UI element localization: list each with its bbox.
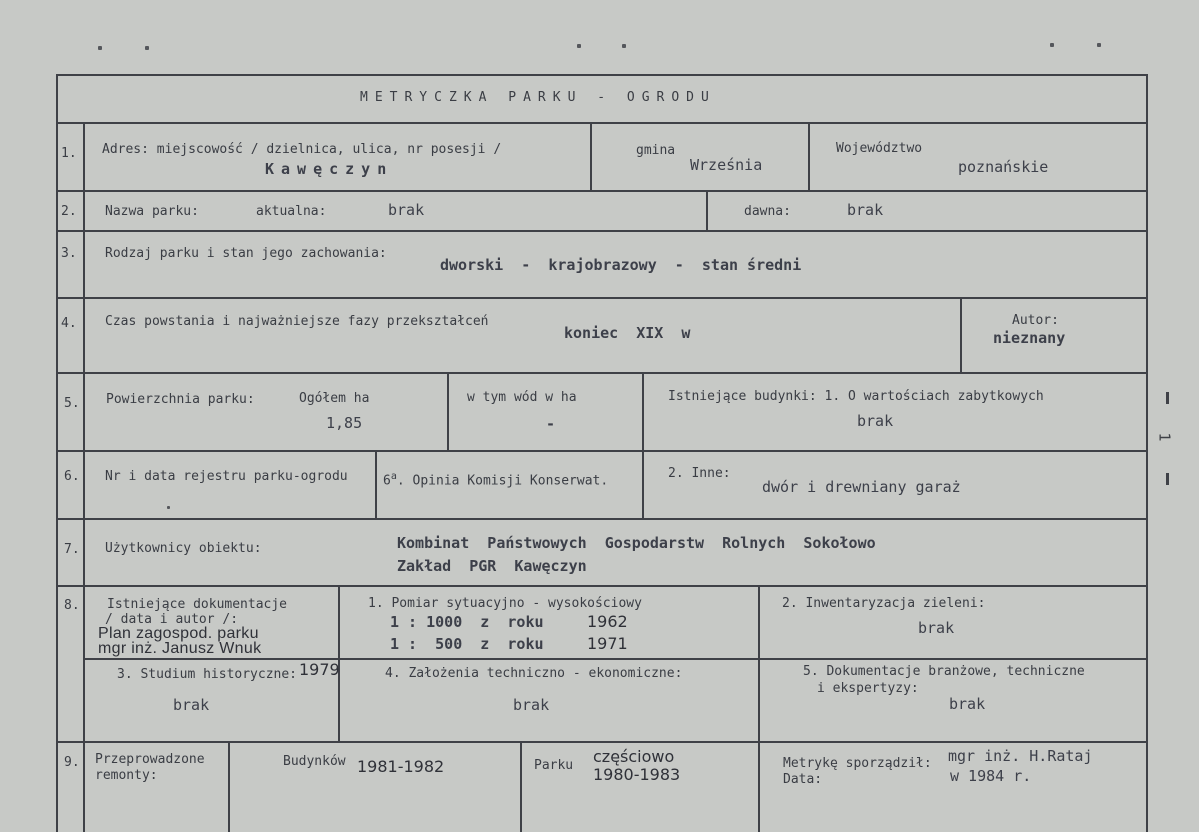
park-repair-label: Parku (534, 758, 574, 773)
survey-scale-2: 1 : 500 z roku (390, 635, 544, 653)
form-title: METRYCZKA PARKU - OGRODU (360, 90, 716, 105)
buildings-repair-label: Budynków (283, 754, 346, 769)
number-column-border (83, 122, 85, 832)
survey-year-1: 1962 (587, 612, 628, 631)
users-line-2: Zakład PGR Kawęczyn (397, 557, 587, 575)
park-repair-value-1: częściowo (593, 747, 675, 766)
cell-divider (758, 741, 760, 832)
technical-assumptions-value: brak (513, 696, 550, 714)
row-number: 6. (64, 469, 80, 484)
row-separator (56, 585, 1148, 587)
row-number: 2. (61, 204, 77, 219)
voivodeship-value: poznańskie (958, 158, 1049, 176)
other-buildings-value: dwór i drewniany garaż (762, 478, 961, 496)
historic-buildings-label: Istniejące budynki: 1. O wartościach zabytkowych (668, 389, 1044, 404)
historical-study-year: 1979 (299, 660, 340, 679)
buildings-repair-value: 1981-1982 (357, 757, 445, 776)
water-area-value: - (546, 415, 556, 433)
row-separator (56, 297, 1148, 299)
park-name-label: Nazwa parku: (105, 204, 199, 219)
water-area-label: w tym wód w ha (467, 390, 577, 405)
survey-label: 1. Pomiar sytuacyjno - wysokościowy (368, 596, 642, 611)
cell-divider (520, 741, 522, 832)
park-repair-value-2: 1980-1983 (593, 765, 681, 784)
creation-time-value: koniec XIX w (564, 324, 691, 342)
row-separator (56, 741, 1148, 743)
row-separator (83, 658, 1148, 660)
park-type-value: dworski - krajobrazowy - stan średni (440, 256, 802, 274)
register-label: Nr i data rejestru parku-ogrodu (105, 469, 348, 484)
author-label: Autor: (1012, 313, 1059, 328)
gmina-label: gmina (636, 143, 676, 158)
repairs-label-2: remonty: (95, 768, 158, 783)
cell-divider (447, 372, 449, 450)
survey-scale-1: 1 : 1000 z roku (390, 613, 544, 631)
row-separator (56, 190, 1148, 192)
other-buildings-label: 2. Inne: (668, 466, 731, 481)
historical-study-label: 3. Studium historyczne: (117, 667, 298, 682)
opinion-text: . Opinia Komisji Konserwat. (396, 473, 609, 489)
row-number: 9. (64, 755, 80, 770)
former-name-label: dawna: (744, 204, 791, 219)
margin-tick (1166, 473, 1169, 485)
row-number: 1. (61, 146, 77, 161)
users-label: Użytkownicy obiektu: (105, 541, 262, 556)
gmina-value: Września (690, 156, 763, 174)
margin-tick (1166, 392, 1169, 404)
made-by-label: Metrykę sporządził: (783, 756, 932, 771)
technical-assumptions-label: 4. Założenia techniczno - ekonomiczne: (385, 666, 683, 681)
cell-divider (706, 190, 708, 230)
cell-divider (228, 741, 230, 832)
row-separator (56, 122, 1148, 124)
row-number: 4. (61, 316, 77, 331)
park-area-label: Powierzchnia parku: (106, 392, 255, 407)
historical-study-value: brak (173, 696, 210, 714)
row-separator (56, 372, 1148, 374)
staple-mark (98, 46, 102, 50)
row-separator (56, 450, 1148, 452)
staple-mark (145, 46, 149, 50)
page-number: 1 (1155, 432, 1174, 442)
greenery-inventory-value: brak (918, 619, 955, 637)
cell-divider (808, 122, 810, 190)
historic-buildings-value: brak (857, 412, 894, 430)
form-top-border (56, 74, 1148, 76)
row-separator (56, 230, 1148, 232)
total-area-value: 1,85 (326, 414, 363, 432)
opinion-number: 6 (383, 473, 391, 489)
date-value: w 1984 r. (950, 767, 1032, 785)
conservation-opinion-label (383, 469, 608, 488)
voivodeship-label: Województwo (836, 141, 923, 156)
users-line-1: Kombinat Państwowych Gospodarstw Rolnych Sokołowo (397, 534, 876, 552)
docs-label-1: Istniejące dokumentacje (107, 597, 288, 612)
cell-divider (960, 297, 962, 372)
cell-divider (642, 372, 644, 518)
former-name-value: brak (847, 201, 884, 219)
greenery-inventory-label: 2. Inwentaryzacja zieleni: (782, 596, 986, 611)
address-label: Adres: miejscowość / dzielnica, ulica, nr posesji / (102, 142, 502, 157)
staple-mark (622, 44, 626, 48)
row-number: 7. (64, 542, 80, 557)
cell-divider (375, 450, 377, 518)
date-label: Data: (783, 772, 823, 787)
row-number: 5. (64, 396, 80, 411)
author-value: nieznany (993, 329, 1066, 347)
docs-value-1: Plan zagospod. parku (98, 625, 259, 642)
row-number: 3. (61, 246, 77, 261)
form-left-border (56, 74, 58, 832)
branch-docs-label-1: 5. Dokumentacje branżowe, techniczne (803, 664, 1085, 679)
address-value: Kawęczyn (265, 160, 394, 178)
current-name-value: brak (388, 201, 425, 219)
creation-time-label: Czas powstania i najważniejsze fazy przekształceń (105, 314, 489, 329)
survey-year-2: 1971 (587, 634, 628, 653)
made-by-value: mgr inż. H.Rataj (948, 747, 1093, 765)
repairs-label-1: Przeprowadzone (95, 752, 205, 767)
total-area-label: Ogółem ha (299, 391, 370, 406)
staple-mark (1050, 43, 1054, 47)
staple-mark (1097, 43, 1101, 47)
row-number: 8. (64, 598, 80, 613)
docs-value-2: mgr inż. Janusz Wnuk (98, 640, 262, 657)
docs-label-2: / data i autor /: (105, 612, 239, 627)
branch-docs-value: brak (949, 695, 986, 713)
ink-dot (167, 506, 170, 509)
branch-docs-label-2: i ekspertyzy: (817, 681, 919, 696)
cell-divider (590, 122, 592, 190)
cell-divider (758, 585, 760, 741)
opinion-superscript: a (390, 471, 397, 482)
form-right-border (1146, 74, 1148, 832)
park-type-label: Rodzaj parku i stan jego zachowania: (105, 246, 387, 261)
staple-mark (577, 44, 581, 48)
current-name-label: aktualna: (256, 204, 327, 219)
row-separator (56, 518, 1148, 520)
